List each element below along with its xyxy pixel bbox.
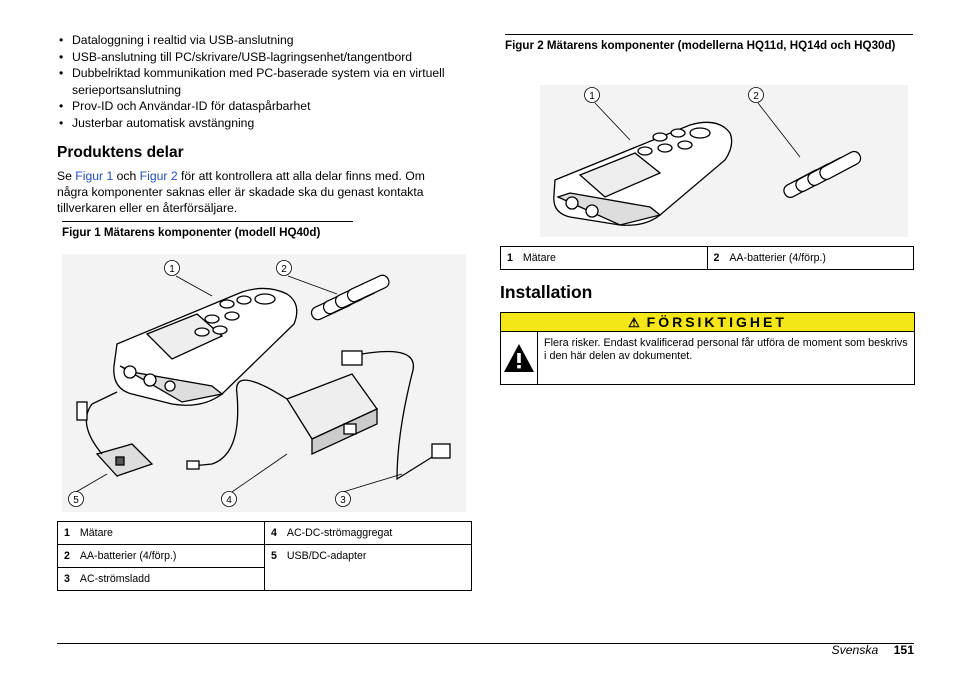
list-item: • Justerbar automatisk avstängning (57, 115, 477, 132)
caution-text: Flera risker. Endast kvalificerad personal får utföra de moment som beskrivs i den här delen av dokumentet. (544, 337, 908, 362)
figure-1-link[interactable]: Figur 1 (75, 169, 114, 183)
para-text: Se (57, 169, 76, 183)
section-heading-produktens-delar: Produktens delar (57, 144, 184, 161)
list-item: • Prov-ID och Användar-ID för dataspårbarhet (57, 98, 477, 115)
batteries-illustration (310, 273, 391, 321)
para-text: för att kontrollera att alla delar finns med. Om några komponenter saknas eller är skadade ska du genast kontakta tillverkaren eller en återförsäljare. (57, 169, 425, 215)
footer-language: Svenska (831, 643, 879, 657)
figure-1-illustration (62, 254, 466, 512)
page-number: 151 (893, 643, 914, 657)
list-item: • Dubbelriktad kommunikation med PC-baserade system via en virtuell serieportsanslutning (57, 65, 472, 98)
para-text: och (113, 169, 140, 183)
callout-5: 5 (73, 495, 79, 506)
figure-2-drawing (540, 85, 908, 237)
footer-rule (57, 643, 914, 644)
page-footer (832, 643, 914, 657)
caution-header (501, 313, 914, 332)
legend-cell: 3 AC-strömsladd (58, 568, 265, 591)
hazard-icon (501, 332, 538, 384)
caution-box (500, 312, 915, 385)
legend-cell: 2 AA-batterier (4/förp.) (58, 545, 265, 568)
batteries-illustration (782, 149, 863, 199)
meter-illustration (114, 288, 297, 405)
legend-cell: 4 AC-DC-strömaggregat (265, 522, 472, 545)
caution-title: FÖRSIKTIGHET (646, 314, 787, 330)
legend-cell: 2 AA-batterier (4/förp.) (707, 247, 914, 270)
callout-4: 4 (226, 495, 232, 506)
usb-adapter-illustration (77, 392, 152, 476)
legend-cell: 1 Mätare (58, 522, 265, 545)
legend-cell: 1 Mätare (501, 247, 708, 270)
figure-2-legend (500, 246, 914, 270)
figure-1-drawing (62, 254, 466, 512)
meter-illustration (554, 122, 732, 225)
warning-triangle-icon: ⚠ (628, 315, 640, 330)
section-heading-installation: Installation (500, 282, 593, 302)
callout-2: 2 (753, 91, 759, 102)
figure-2-link[interactable]: Figur 2 (139, 169, 178, 183)
callout-1: 1 (589, 91, 595, 102)
list-item: • USB-anslutning till PC/skrivare/USB-lagringsenhet/tangentbord (57, 49, 477, 66)
figure-2-illustration (540, 85, 908, 237)
legend-cell: 5 USB/DC-adapter (265, 545, 472, 591)
parts-paragraph (57, 168, 457, 216)
callout-2: 2 (281, 264, 287, 275)
callout-1: 1 (169, 264, 175, 275)
figure-1-caption: Figur 1 Mätarens komponenter (modell HQ40d) (62, 221, 353, 240)
figure-2-caption: Figur 2 Mätarens komponenter (modellerna HQ11d, HQ14d och HQ30d) (505, 34, 913, 53)
figure-1-legend (57, 521, 472, 591)
callout-3: 3 (340, 495, 346, 506)
feature-list (57, 32, 477, 132)
list-item: • Dataloggning i realtid via USB-anslutning (57, 32, 477, 49)
